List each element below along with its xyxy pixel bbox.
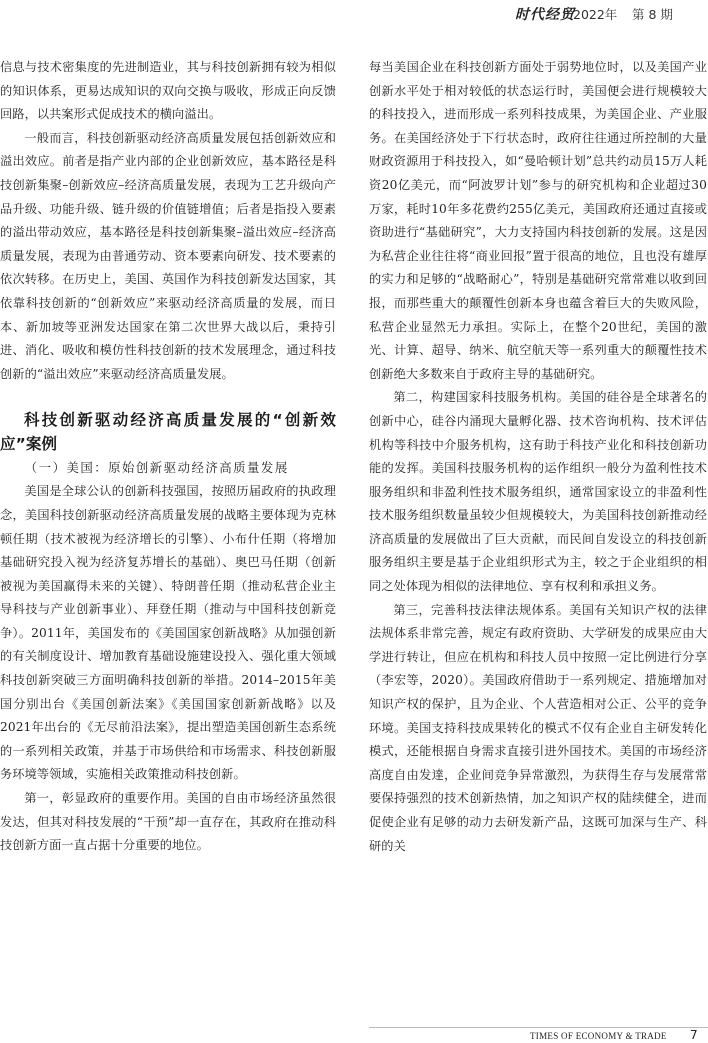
paragraph: 一般而言，科技创新驱动经济高质量发展包括创新效应和溢出效应。前者是指产业内部的企业创新效应，基本路径是科技创新集聚–创新效应–经济高质量发展，表现为工艺升级向产品升级、功能升级、链升级的价值链增值；后者是指投入要素的溢出带动效应，基本路径是科技创新集聚–溢出效应–经济高质量发展，表现为由普通劳动、资本要素向研发、技术要素的依次转移。在历史上，美国、英国作为科技创新发达国家，其依靠科技创新的“创新效应”来驱动经济高质量的发展，而日本、新加坡等亚洲发达国家在第二次世界大战以后，秉持引进、消化、吸收和模仿性科技创新的技术发展理念，通过科技创新的“溢出效应”来驱动经济高质量发展。	[0, 130, 336, 381]
journal-title: 时代经贸	[515, 7, 575, 23]
paragraph: 第三，完善科技法律法规体系。美国有关知识产权的法律法规体系非常完善，规定有政府资助、大学研发的成果应由大学进行转让，但应在机构和科技人员中按照一定比例进行分享（李宏等，2020）。美国政府借助于一系列规定、措施增加对知识产权的保护，且为企业、个人营造相对公正、公平的竞争环境。美国支持科技成果转化的模式不仅有企业自主研发转化模式，还能根据自身需求直接引进外国技术。美国的市场经济高度自由发達，企业间竞争异常激烈，为获得生存与发展常常要保持强烈的技术创新热情，加之知识产权的陆续健全，进而促使企业有足够的动力去研发新产品，这既可加深与生产、科研的关	[369, 602, 707, 853]
issue-year: 2022年	[573, 7, 618, 22]
paragraph: 美国是全球公认的创新科技强国，按照历届政府的执政理念，美国科技创新驱动经济高质量发展的战略主要体现为克林顿任期（技术被视为经济增长的引擎）、小布什任期（将增加基础研究投入视为经济复苏增长的基础）、奥巴马任期（创新被视为美国赢得未来的关键）、特朗普任期（推动私营企业主导科技与产业创新事业）、拜登任期（推动与中国科技创新竞争）。2011年，美国发布的《美国国家创新战略》从加强创新的有关制度设计、增加教育基础设施建设投入、强化重大领域科技创新突破三方面明确科技创新的举措。2014–2015年美国分别出台《美国创新法案》《美国国家创新新战略》以及2021年出台的《无尽前沿法案》，提出塑造美国创新生态系统的一系列相关政策，并基于市场供给和市场需求、科技创新服务环境等领域，实施相关政策推动科技创新。	[0, 484, 336, 782]
subsection-heading: （一）美国：原始创新驱动经济高质量发展	[24, 460, 289, 476]
section-heading: 科技创新驱动经济高质量发展的“创新效应”案例	[0, 411, 336, 454]
paragraph: 第一，彰显政府的重要作用。美国的自由市场经济虽然很发达，但其对科技发展的“干预”却一直存在，其政府在推动科技创新方面一直占据十分重要的地位。	[0, 791, 336, 853]
footer-journal-name: TIMES OF ECONOMY & TRADE	[530, 1031, 667, 1041]
left-column	[0, 56, 336, 858]
right-column	[369, 56, 707, 858]
paragraph: 第二，构建国家科技服务机构。美国的硅谷是全球著名的创新中心，硅谷内涌现大量孵化器、技术咨询机构、技术评估机构等科技中介服务机构，这有助于科技产业化和科技创新功能的发挥。美国科技服务机构的运作组织一般分为盈利性技术服务组织和非盈利性技术服务组织，通常国家设立的非盈利性技术服务组织数量虽较少但规模较大，为美国科技创新推动经济高质量的发展做出了巨大贡献，而民间自发设立的科技创新服务组织主要是基于企业组织形式为主，较之于企业组织的相同之处体现为相似的法律地位、享有权利和承担义务。	[369, 390, 707, 594]
footer-divider	[369, 1027, 708, 1028]
paragraph: 每当美国企业在科技创新方面处于弱势地位时，以及美国产业创新水平处于相对较低的状态运行时，美国便会进行规模较大的科技投入，进而形成一系列科技成果，为美国企业、产业服务。在美国经济处于下行状态时，政府往往通过所控制的大量财政资源用于科技投入，如“曼哈顿计划”总共约动员15万人耗资20亿美元，而“阿波罗计划”参与的研究机构和企业超过30万家，耗时10年多花费约255亿美元，美国政府还通过直接或资助进行“基础研究”，大力支持国内科技创新的发展。这是因为私营企业往往将“商业回报”置于很高的地位，且也没有雄厚的实力和足够的“战略耐心”，特别是基础研究常常难以收到回报，而那些重大的颠覆性创新本身也蕴含着巨大的失败风险，私营企业显然无力承担。实际上，在整个20世纪，美国的激光、计算、超导、纳米、航空航天等一系列重大的颠覆性技术创新绝大多数来自于政府主导的基础研究。	[369, 60, 707, 381]
page-header	[0, 0, 708, 30]
issue-number: 第 8 期	[632, 7, 673, 22]
page-number: 7	[690, 1028, 698, 1042]
paragraph: 信息与技术密集度的先进制造业，其与科技创新拥有较为相似的知识体系，更易达成知识的双向交换与吸收，形成正向反馈回路，以共案形式促成技术的横向溢出。	[0, 60, 336, 122]
